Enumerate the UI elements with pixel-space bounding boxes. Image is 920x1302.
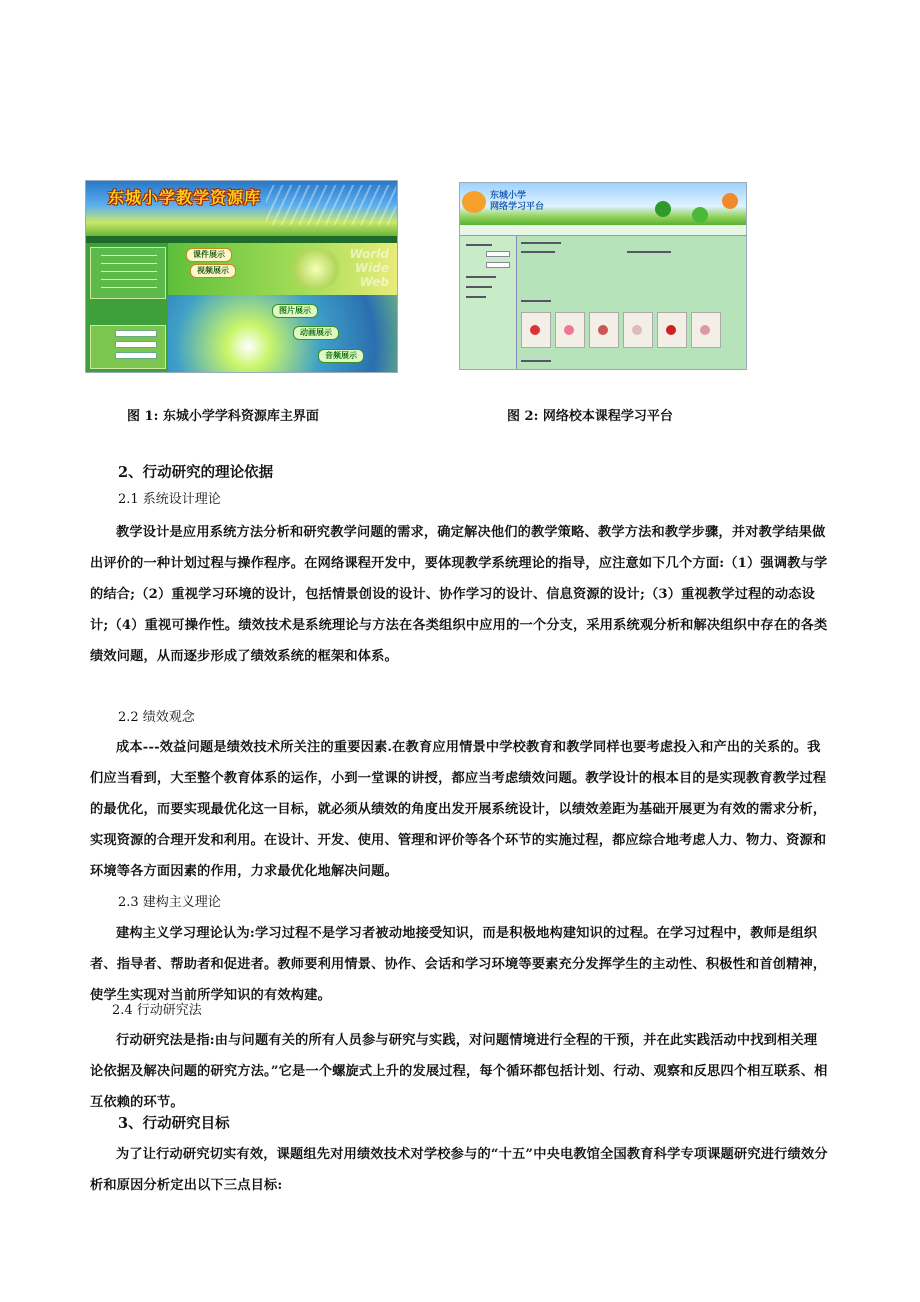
figure-1-screenshot	[85, 180, 398, 373]
section-3-title: 3、行动研究目标	[118, 1115, 230, 1132]
artwork-thumbnail	[521, 312, 551, 348]
fig1-animation-button: 动画展示	[293, 326, 339, 340]
figure-1-caption: 图 1: 东城小学学科资源库主界面	[127, 409, 319, 424]
fig1-news-box	[90, 247, 166, 299]
fig2-sidebar	[460, 236, 517, 369]
globe-icon	[288, 249, 344, 289]
fig1-web-word: Wide	[354, 261, 389, 275]
fig1-nav-bar	[86, 236, 397, 243]
fig1-web-word: World	[349, 247, 389, 261]
section-2-3-title: 2.3 建构主义理论	[118, 895, 221, 910]
section-2-2-title: 2.2 绩效观念	[118, 710, 195, 725]
artwork-thumbnail	[555, 312, 585, 348]
artwork-thumbnail	[657, 312, 687, 348]
section-2-4-paragraph: 行动研究法是指:由与问题有关的所有人员参与研究与实践，对问题情境进行全程的干预，并在此实践活动中找到相关理论依据及解决问题的研究方法。”它是一个螺旋式上升的发展过程，每个循环都包括计划、行动、观察和反思四个相互联系、相互依赖的环节。	[90, 1033, 828, 1110]
fig1-sidebar	[86, 243, 168, 372]
fig1-audio-button: 音频展示	[318, 349, 364, 363]
fig2-banner-title: 东城小学 网络学习平台	[490, 191, 545, 212]
fig1-main-panel	[168, 243, 397, 372]
tree-icon	[692, 207, 708, 223]
fig1-login-box	[90, 325, 166, 369]
section-2-4-title: 2.4 行动研究法	[112, 1003, 202, 1018]
section-2-2-paragraph: 成本---效益问题是绩效技术所关注的重要因素.在教育应用情景中学校教育和教学同样也要考虑投入和产出的关系的。我们应当看到，大至整个教育体系的运作，小到一堂课的讲授，都应当考虑绩效问题。教学设计的根本目的是实现教育教学过程的最优化，而要实现最优化这一目标，就必须从绩效的角度出发开展系统设计，以绩效差距为基础开展更为有效的需求分析，实现资源的合理开发和利用。在设计、开发、使用、管理和评价等各个环节的实施过程，都应综合地考虑人力、物力、资源和环境等各方面因素的作用，力求最优化地解决问题。	[90, 740, 827, 879]
tree-icon	[722, 193, 738, 209]
section-2-1-paragraph: 教学设计是应用系统方法分析和研究教学问题的需求，确定解决他们的教学策略、教学方法和教学步骤，并对教学结果做出评价的一种计划过程与操作程序。在网络课程开发中，要体现教学系统理论的指导，应注意如下几个方面:（1）强调教与学的结合;（2）重视学习环境的设计，包括情景创设的设计、协作学习的设计、信息资源的设计;（3）重视教学过程的动态设计;（4）重视可操作性。绩效技术是系统理论与方法在各类组织中应用的一个分支，采用系统观分析和解决组织中存在的各类绩效问题，从而逐步形成了绩效系统的框架和体系。	[90, 525, 828, 664]
figure-2-caption: 图 2: 网络校本课程学习平台	[507, 409, 673, 424]
figure-2-screenshot	[459, 182, 747, 370]
section-2-1-title: 2.1 系统设计理论	[118, 492, 221, 507]
tree-icon	[655, 201, 671, 217]
fig1-courseware-button: 课件展示	[186, 248, 232, 262]
fig1-web-word: Web	[359, 275, 389, 289]
fig2-content-panel	[517, 236, 746, 369]
fig1-image-button: 图片展示	[272, 304, 318, 318]
section-2-3-paragraph: 建构主义学习理论认为:学习过程不是学习者被动地接受知识，而是积极地构建知识的过程。在学习过程中，教师是组织者、指导者、帮助者和促进者。教师要利用情景、协作、会话和学习环境等要素充分发挥学生的主动性、积极性和首创精神，使学生实现对当前所学知识的有效构建。	[90, 926, 827, 1003]
fig2-banner	[460, 183, 746, 225]
artwork-thumbnail	[589, 312, 619, 348]
bird-logo-icon	[462, 191, 486, 213]
fig1-banner-title: 东城小学教学资源库	[108, 188, 262, 207]
artwork-thumbnail	[691, 312, 721, 348]
section-3-paragraph: 为了让行动研究切实有效，课题组先对用绩效技术对学校参与的“十五”中央电教馆全国教育科学专项课题研究进行绩效分析和原因分析定出以下三点目标:	[90, 1147, 828, 1193]
artwork-thumbnail	[623, 312, 653, 348]
fig1-banner	[86, 181, 397, 236]
fig2-nav-bar	[460, 225, 746, 236]
section-2-title: 2、行动研究的理论依据	[118, 464, 274, 481]
fig1-video-button: 视频展示	[190, 264, 236, 278]
